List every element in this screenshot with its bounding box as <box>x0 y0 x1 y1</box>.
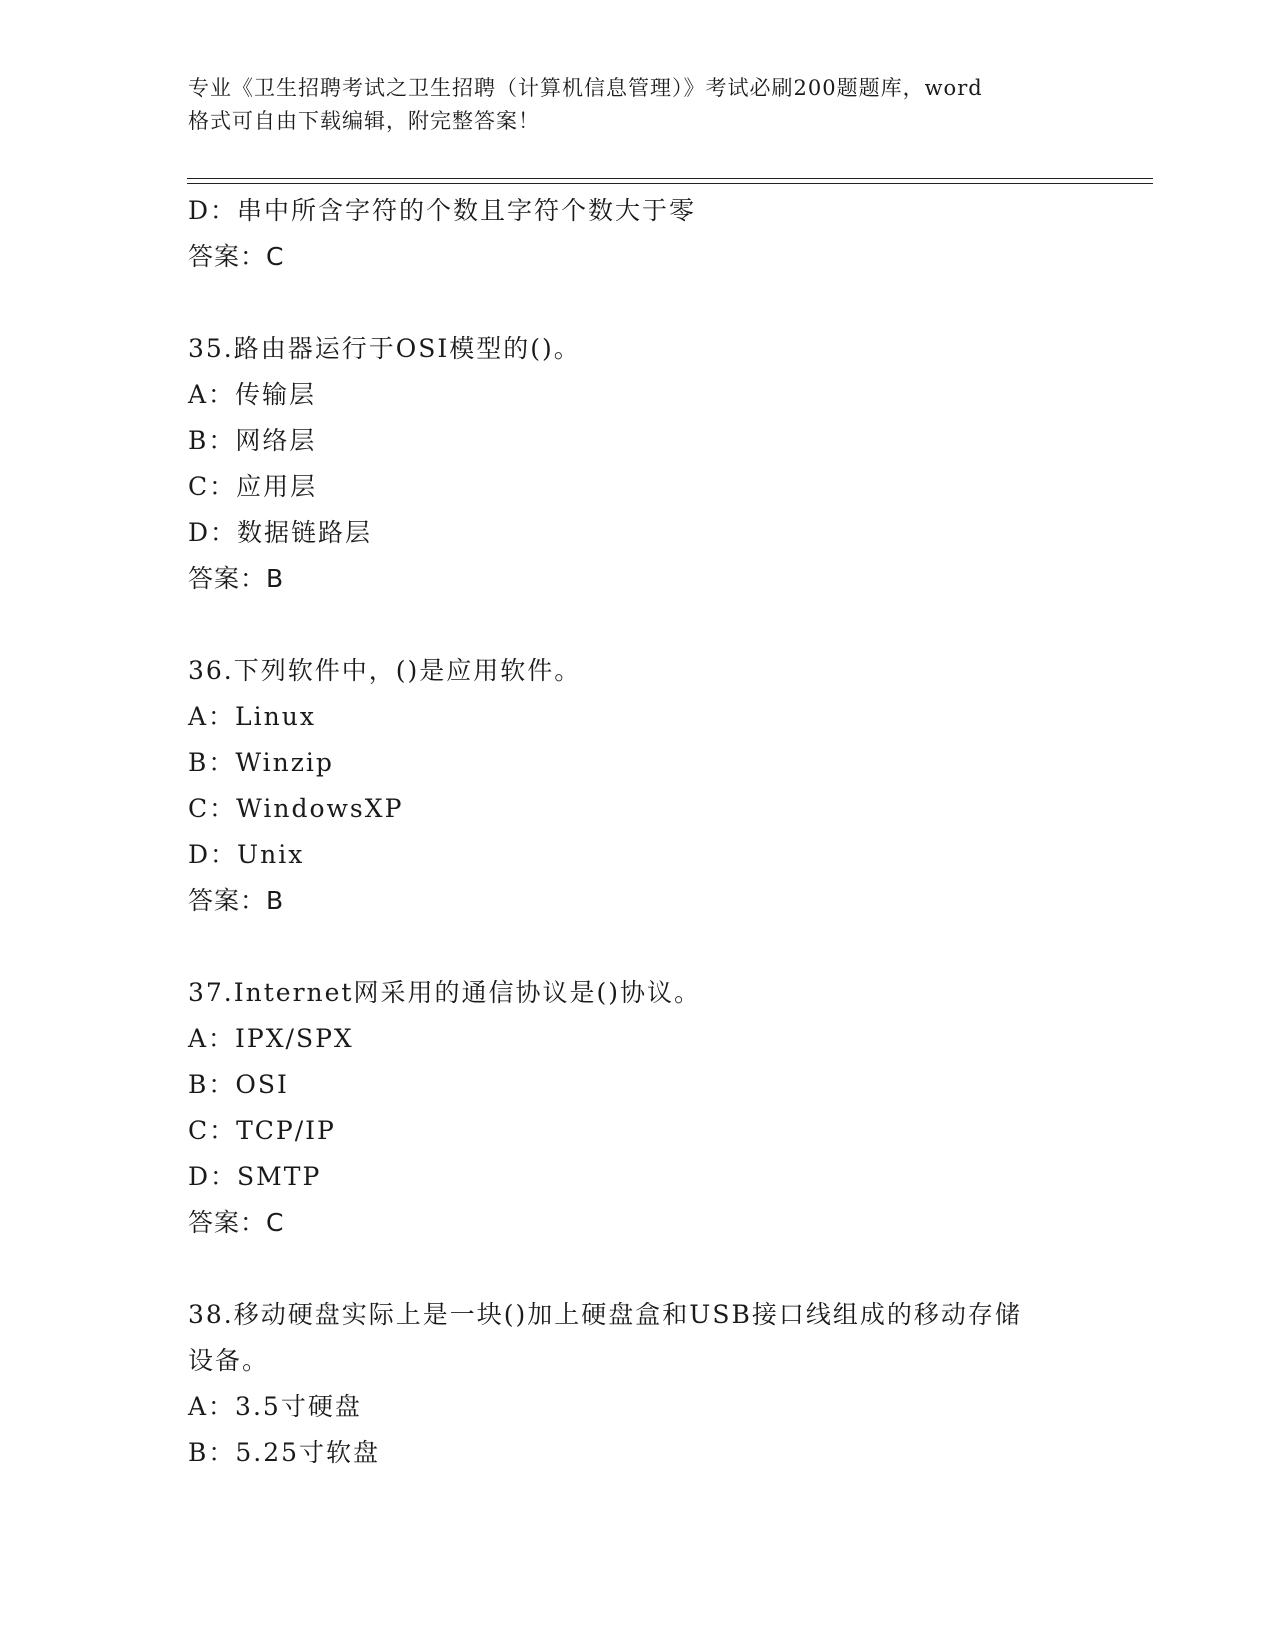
previous-question-tail <box>188 188 1088 280</box>
spacer <box>188 602 1088 648</box>
option-d: D：Unix <box>188 840 305 869</box>
option-a: A：IPX/SPX <box>188 1024 354 1053</box>
question-37 <box>188 970 1088 1246</box>
document-header <box>188 72 1088 138</box>
option-b: B：5.25寸软盘 <box>188 1438 381 1467</box>
question-36 <box>188 648 1088 924</box>
question-stem: 35.路由器运行于OSI模型的()。 <box>188 334 581 363</box>
question-38 <box>188 1292 1088 1476</box>
header-divider <box>187 178 1153 184</box>
option-a: A：Linux <box>188 702 316 731</box>
question-stem-line-2: 设备。 <box>188 1346 270 1375</box>
answer-line: 答案：C <box>188 1208 285 1237</box>
spacer <box>188 280 1088 326</box>
option-b: B：Winzip <box>188 748 334 777</box>
answer-line: 答案：B <box>188 564 285 593</box>
option-a: A：3.5寸硬盘 <box>188 1392 362 1421</box>
question-35 <box>188 326 1088 602</box>
header-title-line-1: 专业《卫生招聘考试之卫生招聘（计算机信息管理）》考试必刷200题题库，word <box>188 76 983 100</box>
option-d: D：串中所含字符的个数且字符个数大于零 <box>188 196 697 225</box>
header-title-line-2: 格式可自由下载编辑，附完整答案！ <box>188 109 540 133</box>
question-stem-line-1: 38.移动硬盘实际上是一块()加上硬盘盒和USB接口线组成的移动存储 <box>188 1300 1022 1329</box>
question-list <box>188 188 1088 1476</box>
answer-line: 答案：B <box>188 886 285 915</box>
option-c: C：应用层 <box>188 472 318 501</box>
option-d: D：数据链路层 <box>188 518 373 547</box>
option-c: C：WindowsXP <box>188 794 404 823</box>
question-stem: 36.下列软件中，()是应用软件。 <box>188 656 582 685</box>
option-a: A：传输层 <box>188 380 317 409</box>
option-c: C：TCP/IP <box>188 1116 336 1145</box>
answer-line: 答案：C <box>188 242 285 271</box>
question-stem: 37.Internet网采用的通信协议是()协议。 <box>188 978 701 1007</box>
option-b: B：网络层 <box>188 426 317 455</box>
option-b: B：OSI <box>188 1070 289 1099</box>
spacer <box>188 924 1088 970</box>
spacer <box>188 1246 1088 1292</box>
option-d: D：SMTP <box>188 1162 322 1191</box>
